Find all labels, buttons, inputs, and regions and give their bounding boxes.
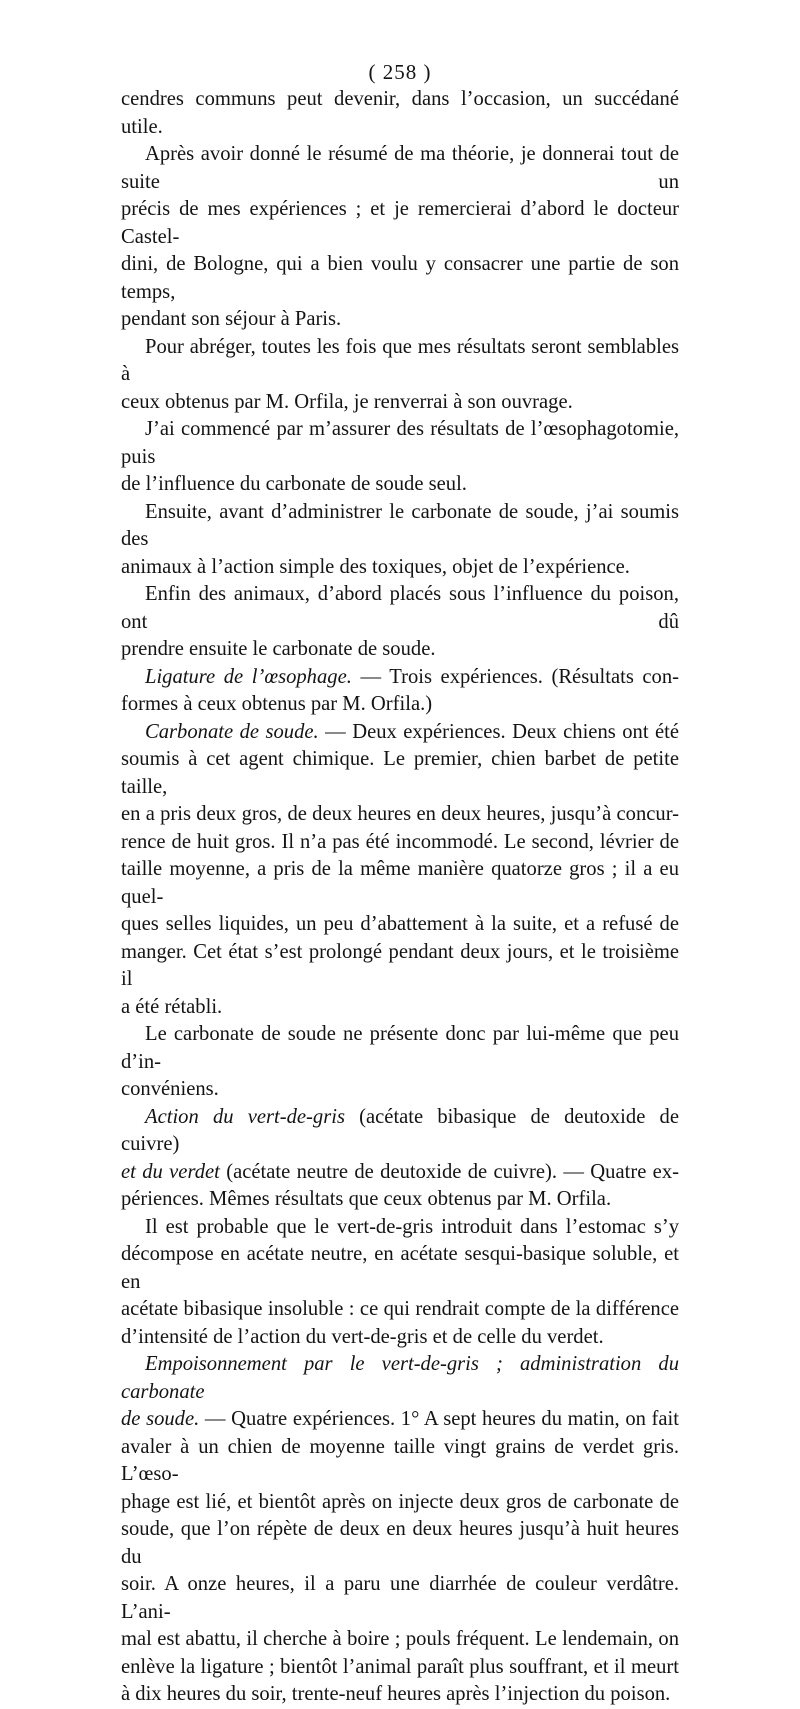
paragraph: [121, 581, 679, 664]
text-line: [121, 306, 679, 334]
text-line: [121, 1186, 679, 1214]
line-text: J’ai commencé par m’assurer des résultats de l’œsophagotomie, puis: [121, 418, 679, 468]
text-line: [121, 1489, 679, 1517]
line-text: Après avoir donné le résumé de ma théorie, je donnerai tout de suite un: [121, 143, 679, 193]
line-text: (acétate bibasique de deutoxide de cuivre): [121, 1105, 679, 1155]
text-line: [121, 746, 679, 801]
text-line: [121, 1214, 679, 1242]
paragraph: [121, 719, 679, 1022]
text-line: [121, 1296, 679, 1324]
line-text: — Quatre expériences. 1° A sept heures du matin, on fait: [199, 1408, 680, 1430]
text-line: [121, 1654, 679, 1682]
line-text: de l’influence du carbonate de soude seul.: [121, 473, 467, 495]
text-line: [121, 664, 679, 692]
line-text: ques selles liquides, un peu d’abattement à la suite, et a refusé de: [121, 913, 679, 935]
text-line: [121, 691, 679, 719]
line-text: mal est abattu, il cherche à boire ; pouls fréquent. Le lendemain, on: [121, 1628, 679, 1650]
text-line: [121, 1241, 679, 1296]
text-line: [121, 389, 679, 417]
italic-heading: de soude.: [121, 1408, 200, 1430]
line-text: animaux à l’action simple des toxiques, objet de l’expérience.: [121, 555, 630, 578]
paragraph: [121, 664, 679, 719]
line-text: (acétate neutre de deutoxide de cuivre). — Quatre ex-: [219, 1160, 679, 1183]
text-line: [121, 499, 679, 554]
line-text: dini, de Bologne, qui a bien voulu y consacrer une partie de son temps,: [121, 253, 679, 303]
paragraph: [121, 334, 679, 417]
italic-heading: Carbonate de soude.: [145, 720, 319, 743]
line-text: a été rétabli.: [121, 995, 223, 1018]
text-line: [121, 86, 679, 141]
line-text: phage est lié, et bientôt après on injecte deux gros de carbonate de: [121, 1490, 679, 1513]
line-text: enlève la ligature ; bientôt l’animal paraît plus souffrant, et il meurt: [121, 1655, 679, 1678]
italic-heading: Ligature de l’œsophage.: [145, 665, 352, 688]
line-text: manger. Cet état s’est prolongé pendant deux jours, et le troisième il: [121, 940, 679, 990]
text-line: [121, 1351, 679, 1406]
text-line: [121, 801, 679, 829]
text-line: [121, 719, 679, 747]
text-line: [121, 1021, 679, 1076]
paragraph: [121, 1351, 679, 1709]
line-text: ceux obtenus par M. Orfila, je renverrai à son ouvrage.: [121, 390, 573, 413]
line-text: précis de mes expériences ; et je remercierai d’abord le docteur Castel-: [121, 198, 679, 248]
line-text: acétate bibasique insoluble : ce qui rendrait compte de la différence: [121, 1298, 679, 1320]
line-text: soumis à cet agent chimique. Le premier, chien barbet de petite taille,: [121, 748, 679, 798]
line-text: taille moyenne, a pris de la même manière quatorze gros ; il a eu quel-: [121, 858, 679, 908]
italic-heading: Action du vert-de-gris: [145, 1105, 345, 1128]
text-line: [121, 636, 679, 664]
text-line: [121, 1516, 679, 1571]
line-text: Pour abréger, toutes les fois que mes résultats seront semblables à: [121, 335, 679, 385]
paragraph: [121, 1021, 679, 1104]
line-text: rence de huit gros. Il n’a pas été incommodé. Le second, lévrier de: [121, 830, 679, 853]
paragraph: [121, 1104, 679, 1214]
line-text: avaler à un chien de moyenne taille vingt grains de verdet gris. L’œso-: [121, 1435, 679, 1485]
text-line: [121, 1681, 679, 1709]
line-text: convéniens.: [121, 1078, 219, 1100]
text-line: [121, 1159, 679, 1187]
line-text: formes à ceux obtenus par M. Orfila.): [121, 693, 433, 715]
paragraph: [121, 141, 679, 334]
text-line: [121, 994, 679, 1022]
line-text: à dix heures du soir, trente-neuf heures après l’injection du poison.: [121, 1683, 671, 1705]
text-line: [121, 1571, 679, 1626]
text-line: [121, 911, 679, 939]
text-line: [121, 196, 679, 251]
line-text: décompose en acétate neutre, en acétate sesqui-basique soluble, et en: [121, 1243, 679, 1293]
text-line: [121, 856, 679, 911]
line-text: soude, que l’on répète de deux en deux heures jusqu’à huit heures du: [121, 1518, 679, 1568]
text-line: [121, 334, 679, 389]
italic-heading: et du verdet: [121, 1160, 220, 1183]
paragraph: [121, 86, 679, 141]
text-line: [121, 251, 679, 306]
text-line: [121, 829, 679, 857]
text-line: [121, 471, 679, 499]
line-text: en a pris deux gros, de deux heures en deux heures, jusqu’à concur-: [121, 803, 679, 825]
text-line: [121, 141, 679, 196]
line-text: soir. A onze heures, il a paru une diarrhée de couleur verdâtre. L’ani-: [121, 1573, 679, 1623]
line-text: Ensuite, avant d’administrer le carbonate de soude, j’ai soumis des: [121, 500, 679, 550]
text-line: [121, 1434, 679, 1489]
paragraph: [121, 416, 679, 499]
text-line: [121, 581, 679, 636]
line-text: prendre ensuite le carbonate de soude.: [121, 638, 436, 660]
paragraph: [121, 1214, 679, 1352]
line-text: Le carbonate de soude ne présente donc par lui-même que peu d’in-: [121, 1023, 679, 1073]
page-number: ( 258 ): [368, 60, 432, 84]
line-text: périences. Mêmes résultats que ceux obtenus par M. Orfila.: [121, 1188, 612, 1210]
text-line: [121, 1076, 679, 1104]
line-text: d’intensité de l’action du vert-de-gris et de celle du verdet.: [121, 1325, 604, 1348]
paragraph: [121, 499, 679, 582]
line-text: Enfin des animaux, d’abord placés sous l’influence du poison, ont dû: [121, 583, 679, 633]
text-line: [121, 1104, 679, 1159]
text-line: [121, 939, 679, 994]
text-line: [121, 1324, 679, 1352]
line-text: Il est probable que le vert-de-gris introduit dans l’estomac s’y: [145, 1215, 679, 1238]
text-line: [121, 416, 679, 471]
line-text: cendres communs peut devenir, dans l’occasion, un succédané utile.: [121, 88, 679, 138]
italic-heading: Empoisonnement par le vert-de-gris ; administration du carbonate: [121, 1353, 679, 1403]
line-text: — Deux expériences. Deux chiens ont été: [318, 720, 680, 743]
line-text: pendant son séjour à Paris.: [121, 308, 342, 330]
body-text: [121, 86, 679, 1709]
text-line: [121, 554, 679, 582]
text-line: [121, 1406, 679, 1434]
line-text: — Trois expériences. (Résultats con-: [351, 665, 679, 688]
text-line: [121, 1626, 679, 1654]
